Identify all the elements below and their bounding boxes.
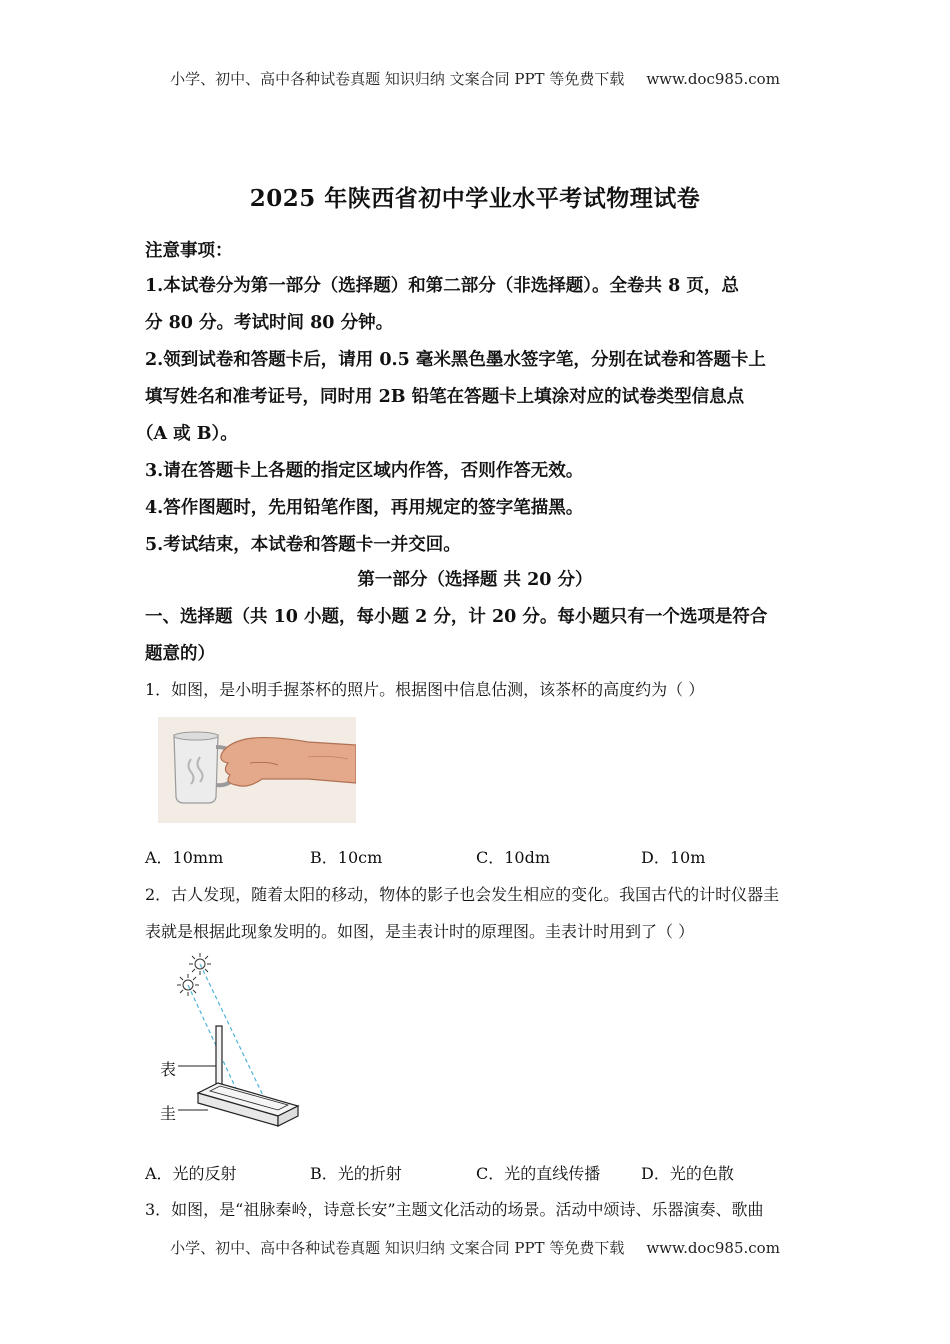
page-header xyxy=(0,68,950,89)
hand-holding-cup-illustration xyxy=(158,717,356,823)
option-c: C．光的直线传播 xyxy=(476,1164,601,1183)
notice-line: 分 80 分。考试时间 80 分钟。 xyxy=(145,313,394,333)
question-2-stem: 表就是根据此现象发明的。如图，是圭表计时的原理图。圭表计时用到了（ ） xyxy=(145,922,695,941)
header-url[interactable]: www.doc985.com xyxy=(646,70,780,88)
notice-line: 填写姓名和准考证号，同时用 2B 铅笔在答题卡上填涂对应的试卷类型信息点 xyxy=(145,387,745,407)
section-heading: 题意的） xyxy=(145,644,215,664)
option-d: D．10m xyxy=(641,848,706,867)
section-heading: 一、选择题（共 10 小题，每小题 2 分，计 20 分。每小题只有一个选项是符合 xyxy=(145,607,768,627)
notice-line: （A 或 B）。 xyxy=(136,424,238,444)
notice-line: 4.答作图题时，先用铅笔作图，再用规定的签字笔描黑。 xyxy=(145,498,584,518)
page-footer xyxy=(0,1237,950,1258)
question-3-stem: 3．如图，是“祖脉秦岭，诗意长安”主题文化活动的场景。活动中颂诗、乐器演奏、歌曲 xyxy=(145,1200,764,1219)
page-title: 2025 年陕西省初中学业水平考试物理试卷 xyxy=(249,185,701,212)
part-heading: 第一部分（选择题 共 20 分） xyxy=(357,570,593,590)
label-biao: 表 xyxy=(160,1060,177,1079)
option-c: C．10dm xyxy=(476,848,551,867)
question-1-stem: 1．如图，是小明手握茶杯的照片。根据图中信息估测，该茶杯的高度约为（ ） xyxy=(145,680,705,699)
notice-line: 1.本试卷分为第一部分（选择题）和第二部分（非选择题）。全卷共 8 页，总 xyxy=(145,276,739,296)
notice-heading: 注意事项： xyxy=(145,241,233,261)
teacup-photo xyxy=(158,717,356,823)
notice-line: 5.考试结束，本试卷和答题卡一并交回。 xyxy=(145,535,461,555)
notice-line: 3.请在答题卡上各题的指定区域内作答，否则作答无效。 xyxy=(145,461,584,481)
option-a: A．光的反射 xyxy=(145,1164,237,1183)
option-b: B．光的折射 xyxy=(310,1164,402,1183)
question-2-stem: 2．古人发现，随着太阳的移动，物体的影子也会发生相应的变化。我国古代的计时仪器圭 xyxy=(145,885,780,904)
header-text: 小学、初中、高中各种试卷真题 知识归纳 文案合同 PPT 等免费下载 xyxy=(170,70,625,88)
option-b: B．10cm xyxy=(310,848,383,867)
notice-line: 2.领到试卷和答题卡后，请用 0.5 毫米黑色墨水签字笔，分别在试卷和答题卡上 xyxy=(145,350,766,370)
footer-text: 小学、初中、高中各种试卷真题 知识归纳 文案合同 PPT 等免费下载 xyxy=(170,1239,625,1257)
option-a: A．10mm xyxy=(145,848,224,867)
label-gui: 圭 xyxy=(160,1104,177,1123)
option-d: D．光的色散 xyxy=(641,1164,734,1183)
footer-url[interactable]: www.doc985.com xyxy=(646,1239,780,1257)
